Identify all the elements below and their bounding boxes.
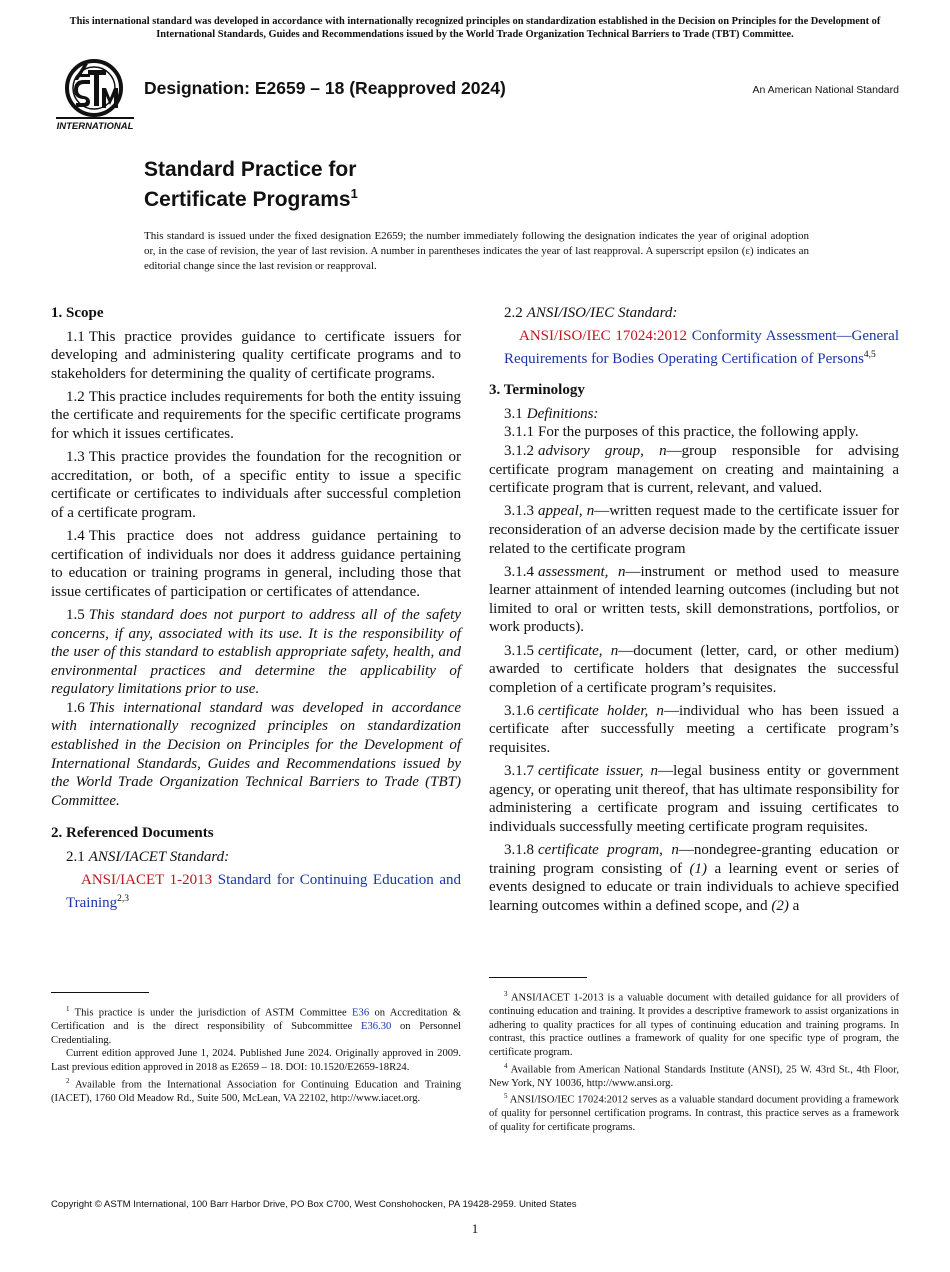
- defined-term: advisory group, n: [538, 443, 667, 460]
- paragraph-number: 3.1.5: [504, 642, 534, 659]
- title-line-1: Standard Practice for: [144, 158, 357, 181]
- subsection-2-2: [489, 304, 899, 323]
- subsection-label: ANSI/IACET Standard:: [88, 849, 230, 866]
- paragraph-text: For the purposes of this practice, the following apply.: [538, 424, 859, 441]
- left-column: [51, 304, 461, 917]
- reference-ansi-iacet[interactable]: [51, 871, 461, 912]
- footnote-number: 5: [504, 1092, 508, 1101]
- footnote-text: ANSI/ISO/IEC 17024:2012 serves as a valuable standard document providing a framework of quality for personnel certification programs. In contrast, this practice serves as a framework of quality for certificate programs.: [489, 1094, 899, 1133]
- subcommittee-link[interactable]: E36.30: [360, 1021, 392, 1033]
- paragraph-number: 3.1.3: [504, 503, 534, 520]
- astm-logo-mark: [54, 58, 136, 132]
- footnote-3: [489, 988, 899, 1060]
- definition-3-1-1: [489, 423, 899, 442]
- logo-wordmark: INTERNATIONAL: [56, 121, 134, 132]
- footnote-text: on Personnel Credentialing.: [51, 1021, 462, 1046]
- title-line-2: Certificate Programs: [144, 188, 351, 211]
- paragraph-text: This practice does not address guidance pertaining to certification of individuals nor does it address guidance pertaining to education or training programs in general, including those that issue certificates of participation or certificates of attendance.: [51, 528, 461, 600]
- footnote-divider-right: [489, 977, 587, 978]
- paragraph-number: 3.1.7: [504, 763, 534, 780]
- paragraph-1-1: [51, 328, 461, 384]
- reference-code[interactable]: ANSI/IACET 1-2013: [81, 872, 213, 889]
- definition-text: —written request made to the certificate issuer for reconsideration of an adverse decision made by the certificate issuer related to the certificate program: [489, 503, 899, 557]
- defined-term: certificate, n: [538, 642, 619, 659]
- definition-text: —instrument or method used to measure learner attainment of intended learning outcomes (including but not limited to oral or written tests, skill demonstrations, portfolios, or work products).: [489, 563, 899, 636]
- footnote-number: 3: [504, 990, 508, 998]
- reference-footnote-marks: 2,3: [117, 893, 129, 904]
- paragraph-number: 1.1: [66, 328, 85, 345]
- paragraph-number: 3.1: [504, 405, 523, 422]
- definition-text: a learning event or series of events designed to educate or train individuals to achieve specified learning outcomes within a defined scope, and: [489, 860, 899, 914]
- designation: Designation: E2659 – 18 (Reapproved 2024): [144, 78, 506, 98]
- footnote-number: 2: [66, 1076, 70, 1085]
- paragraph-number: 3.1.6: [504, 702, 534, 719]
- paragraph-1-3: [51, 448, 461, 522]
- paragraph-text: This practice includes requirements for both the entity issuing the certificate and requirements for the specific certificate programs for which it issues certificates.: [51, 388, 461, 443]
- definition-3-1-2: [489, 442, 899, 498]
- subsection-label: Definitions:: [526, 405, 599, 422]
- paragraph-number: 3.1.8: [504, 841, 534, 858]
- paragraph-number: 2.1: [66, 849, 85, 866]
- reference-title[interactable]: Standard for Continuing Education and Training: [66, 872, 461, 911]
- footnote-2: [51, 1075, 461, 1106]
- paragraph-1-4: [51, 527, 461, 601]
- footnote-edition: Current edition approved June 1, 2024. Published June 2024. Originally approved in 2009. Last previous edition approved in 2018 as E2659 – 18. DOI: 10.1520/E2659-18R24.: [51, 1048, 461, 1073]
- paragraph-text: This standard does not purport to address all of the safety concerns, if any, associated with its use. It is the responsibility of the user of this standard to establish appropriate safety, health, and environmental practices and determine the applicability of regulatory limitations prior to use.: [51, 606, 461, 698]
- paragraph-1-2: [51, 388, 461, 444]
- footnote-text: This practice is under the jurisdiction of ASTM Committee: [74, 1007, 353, 1019]
- ans-label: An American National Standard: [752, 84, 899, 96]
- reference-footnote-marks: 4,5: [863, 349, 876, 360]
- defined-term: appeal, n: [538, 503, 595, 520]
- definition-text: —legal business entity or government agency, or operating unit thereof, that has ultimate responsibility for administering a certificate program and issuing certificates to individuals successfully meeting certificate program requisites.: [489, 763, 899, 835]
- paragraph-number: 1.6: [66, 699, 85, 716]
- footnote-text: Available from the International Association for Continuing Education and Training (IACET), 1760 Old Meadow Rd., Suite 500, McLean, VA 22102, http://www.iacet.org.: [51, 1079, 461, 1104]
- paragraph-number: 3.1.4: [504, 563, 534, 580]
- footnotes-left: [51, 1003, 461, 1105]
- subsection-2-1: [51, 848, 461, 867]
- defined-term: certificate program, n: [538, 841, 679, 858]
- copyright-notice: Copyright © ASTM International, 100 Barr Harbor Drive, PO Box C700, West Conshohocken, PA 19428-2959. United States: [51, 1199, 577, 1210]
- section-heading-referenced-documents: 2. Referenced Documents: [51, 825, 214, 842]
- definition-3-1-6: [489, 702, 899, 758]
- footnote-number: 4: [504, 1061, 508, 1070]
- footnote-4: [489, 1060, 899, 1091]
- reference-title[interactable]: Conformity Assessment—General Requirements for Bodies Operating Certification of Persons: [504, 328, 899, 367]
- title-footnote-mark: 1: [350, 186, 358, 201]
- page-number: 1: [471, 1221, 479, 1236]
- astm-logo: [54, 58, 136, 132]
- definition-text: —group responsible for advising certificate program management on creating and maintaining a certificate program that is current, relevant, and valued.: [489, 443, 899, 497]
- paragraph-text: This international standard was developed in accordance with internationally recognized principles on standardization established in the Decision on Principles for the Development of International Standards, Guides and Recommendations issued by the World Trade Organization Technical Barriers to Trade (TBT) Committee.: [51, 699, 461, 809]
- document-title: [144, 158, 358, 212]
- reference-ansi-iso-iec[interactable]: [489, 327, 899, 368]
- definition-text: —document (letter, card, or other medium) awarded to certificate holders that designates the successful completion of a certificate program’s requisites.: [489, 642, 900, 696]
- definition-text: —individual who has been issued a certificate after successfully meeting a certificate program’s requisites.: [489, 702, 899, 756]
- defined-term: assessment, n: [538, 563, 626, 580]
- definition-3-1-5: [489, 642, 899, 698]
- definition-3-1-7: [489, 762, 899, 836]
- reference-code[interactable]: ANSI/ISO/IEC 17024:2012: [519, 328, 688, 345]
- definition-text: —nondegree-granting education or training program consisting of: [489, 841, 899, 877]
- definition-text: a: [788, 897, 800, 914]
- subsection-label: ANSI/ISO/IEC Standard:: [526, 305, 678, 321]
- footnote-text: Available from American National Standards Institute (ANSI), 25 W. 43rd St., 4th Floor, New York, NY 10036, http://www.ansi.org.: [489, 1064, 899, 1089]
- footnotes-right: [489, 988, 899, 1135]
- paragraph-number: 2.2: [504, 305, 523, 321]
- section-heading-scope: 1. Scope: [51, 305, 104, 321]
- footnote-text: ANSI/IACET 1-2013 is a valuable document with detailed guidance for all providers of continuing education and training. It provides a descriptive framework to assist organizations in adhering to quality practices for all types of continuing education and training programs. In contrast, this practice outlines a framework of quality for one specific type of program, the certificate program.: [489, 992, 899, 1058]
- paragraph-number: 1.3: [66, 449, 85, 466]
- definition-3-1-8: [489, 841, 899, 915]
- paragraph-number: 1.5: [66, 606, 85, 623]
- paragraph-text: This practice provides the foundation for the recognition or accreditation, or both, of a specific entity to issue a specific certificate or certificates to individuals after successful completion of a certificate program.: [51, 449, 461, 521]
- right-column: [489, 304, 899, 920]
- definition-3-1-4: [489, 563, 899, 637]
- top-notice: This international standard was developed in accordance with internationally recognized principles on standardization established in the Decision on Principles for the Development of International Standards, Guides and Recommendations issued by the World Trade Organization Technical Barriers to Trade (TBT) Committee.: [69, 16, 881, 40]
- footnote-5: [489, 1090, 899, 1134]
- footnote-1: [51, 1003, 461, 1047]
- paragraph-1-6: [51, 699, 461, 811]
- defined-term: certificate holder, n: [538, 702, 664, 719]
- committee-link[interactable]: E36: [352, 1007, 370, 1019]
- footnote-number: 1: [66, 1005, 70, 1013]
- paragraph-text: This practice provides guidance to certificate issuers for developing and administering quality certificate programs and to stakeholders for determining the quality of certificate programs.: [51, 328, 461, 382]
- definition-3-1-3: [489, 502, 899, 558]
- paragraph-number: 1.4: [66, 528, 85, 545]
- paragraph-number: 3.1.1: [504, 424, 534, 441]
- section-heading-terminology: 3. Terminology: [489, 382, 585, 399]
- defined-term: certificate issuer, n: [538, 763, 659, 780]
- enumeration-marker: (1): [689, 860, 708, 877]
- issuance-note: This standard is issued under the fixed designation E2659; the number immediately following the designation indicates the year of original adoption or, in the case of revision, the year of last revision. A number in parentheses indicates the year of last reapproval. A superscript epsilon (ε) indicates an editorial change since the last revision or reapproval.: [144, 230, 809, 272]
- footnote-divider-left: [51, 992, 149, 993]
- paragraph-number: 1.2: [66, 388, 85, 405]
- paragraph-1-5: [51, 606, 461, 699]
- enumeration-marker: (2): [771, 897, 789, 914]
- footnote-text: on Accreditation & Certification and is the direct responsibility of Subcommittee: [51, 1007, 461, 1033]
- subsection-3-1: [489, 405, 899, 424]
- paragraph-number: 3.1.2: [504, 443, 534, 460]
